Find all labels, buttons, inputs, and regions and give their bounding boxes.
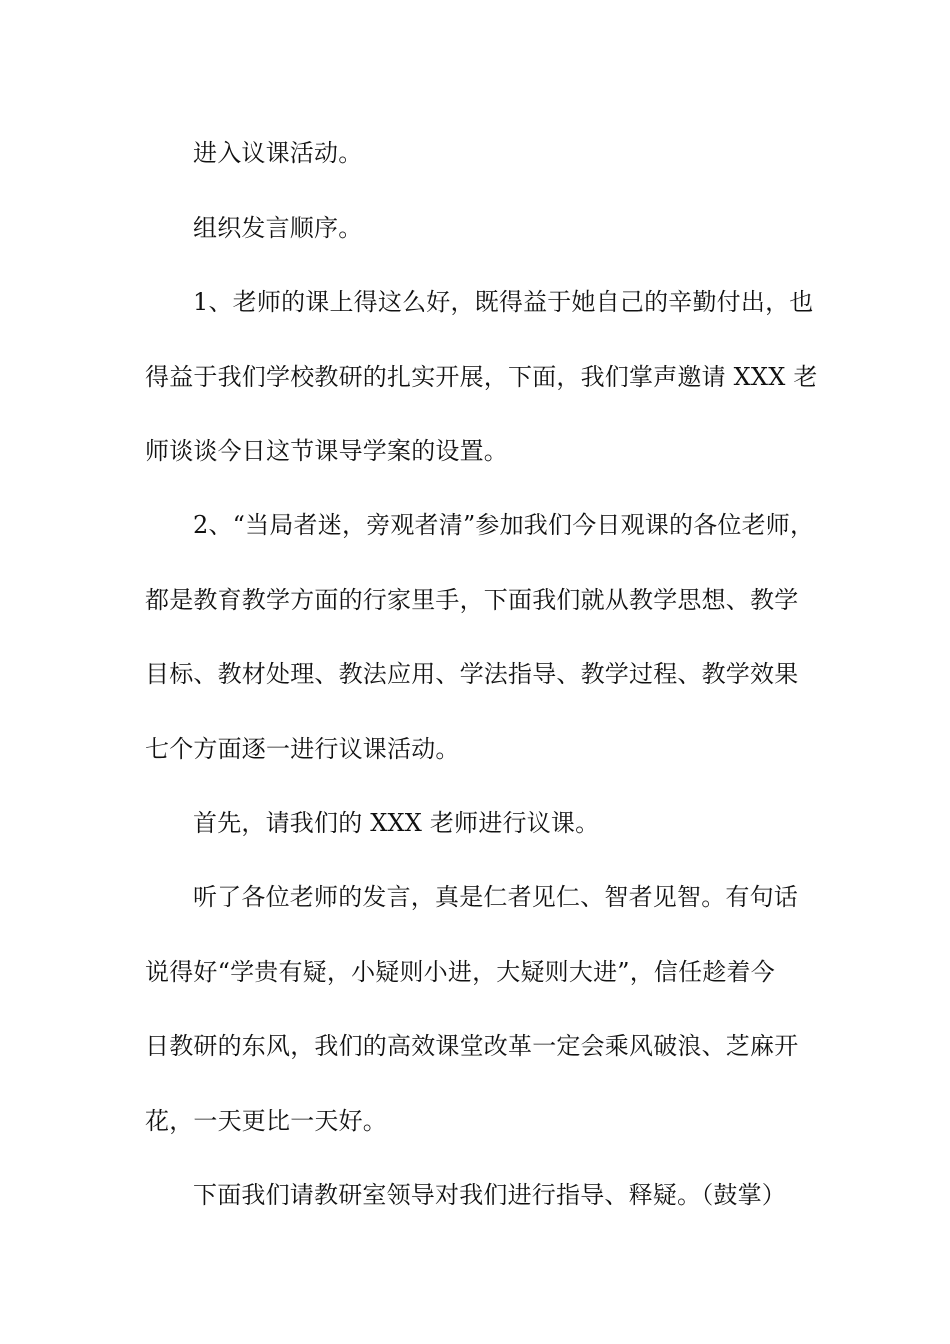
paragraph-line: 都是教育教学方面的行家里手，下面我们就从教学思想、教学 [145,585,799,614]
paragraph-speaking-order [145,191,825,266]
paragraph-first-speaker [145,786,825,861]
paragraph-line: 首先，请我们的 XXX 老师进行议课。 [193,809,600,837]
paragraph-enter-discussion [145,116,825,191]
paragraph-guidance [145,1158,825,1233]
paragraph-line: 听了各位老师的发言，真是仁者见仁、智者见智。有句话 [193,883,798,911]
paragraph-line: 日教研的东风，我们的高效课堂改革一定会乘风破浪、芝麻开 [145,1032,799,1060]
paragraph-line: 进入议课活动。 [193,139,363,167]
paragraph-line: 2、“当局者迷，旁观者清”参加我们今日观课的各位老师， [193,511,815,539]
paragraph-line: 花，一天更比一天好。 [145,1106,387,1135]
paragraph-item-2 [145,488,825,786]
paragraph-line: 师谈谈今日这节课导学案的设置。 [145,437,508,465]
paragraph-line: 下面我们请教研室领导对我们进行指导、释疑。（鼓掌） [193,1181,786,1209]
paragraph-summary [145,860,825,1158]
paragraph-line: 目标、教材处理、教法应用、学法指导、教学过程、教学效果 [145,660,799,688]
paragraph-line: 说得好“学贵有疑，小疑则小进，大疑则大进”，信任趁着今 [145,957,775,986]
paragraph-item-1 [145,265,825,489]
paragraph-line: 组织发言顺序。 [193,214,363,242]
paragraph-line: 得益于我们学校教研的扎实开展，下面，我们掌声邀请 XXX 老 [145,362,818,391]
paragraph-line: 1、老师的课上得这么好，既得益于她自己的辛勤付出，也 [193,288,814,316]
paragraph-line: 七个方面逐一进行议课活动。 [145,734,460,763]
